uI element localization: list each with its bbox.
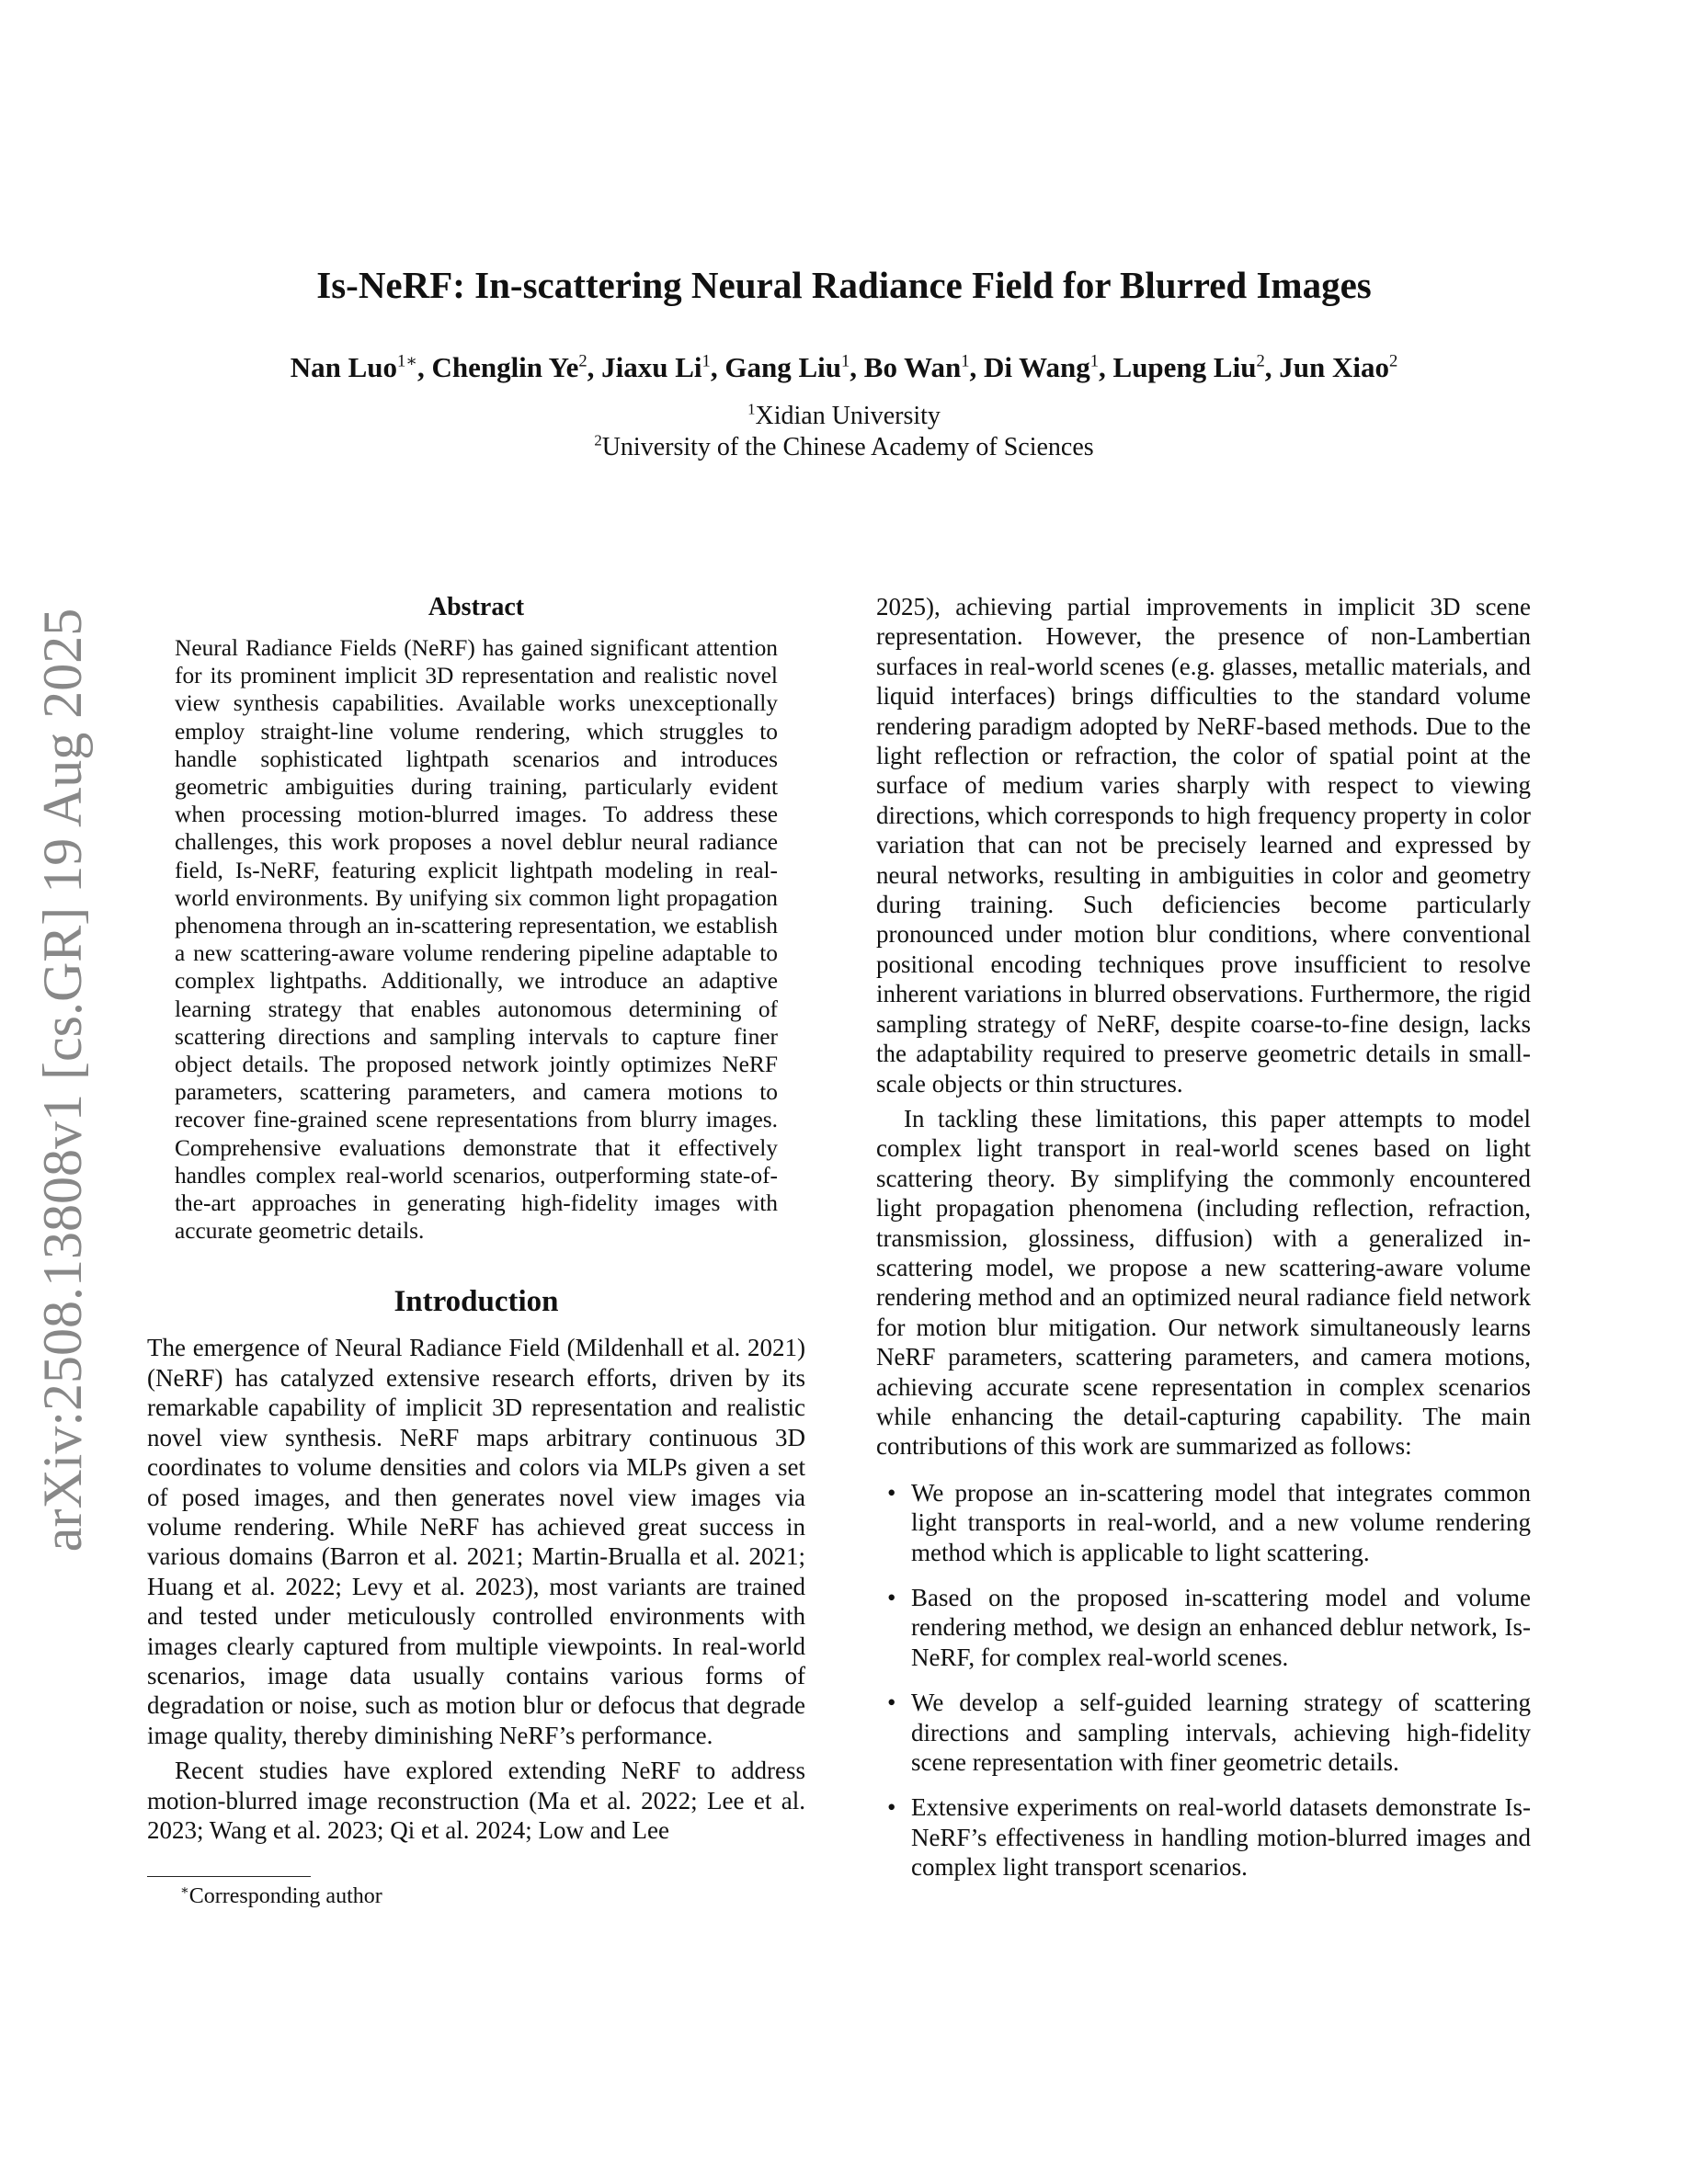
contributions-list (876, 1478, 1531, 1883)
affiliation: $^2$University of the Chinese Academy of Sciences (594, 431, 1094, 461)
affiliation: $^1$Xidian University (747, 400, 941, 430)
paper-title: Is-NeRF: In-scattering Neural Radiance Field for Blurred Images (316, 264, 1372, 306)
intro-paragraph: In tackling these limitations, this paper attempts to model complex light transport in real-world scenes based on light scattering theory. By simplifying the commonly encountered light propagation phenomena (including reflection, refraction, transmission, glossiness, diffusion) with a generalized in-scattering model, we propose a new scattering-aware volume rendering method and an optimized neural radiance field network for motion blur mitigation. Our network simultaneously learns NeRF parameters, scattering parameters, and camera motions, achieving accurate scene representation in complex scenarios while enhancing the detail-capturing capability. The main contributions of this work are summarized as follows: (876, 1104, 1531, 1461)
intro-paragraph: The emergence of Neural Radiance Field (Mildenhall et al. 2021) (NeRF) has catalyzed extensive research efforts, driven by its remarkable capability of implicit 3D representation and realistic novel view synthesis. NeRF maps arbitrary continuous 3D coordinates to volume densities and colors via MLPs given a set of posed images, and then generates novel view images via volume rendering. While NeRF has achieved great success in various domains (Barron et al. 2021; Martin-Brualla et al. 2021; Huang et al. 2022; Levy et al. 2023), most variants are trained and tested under meticulously controlled environments with images clearly captured from multiple viewpoints. In real-world scenarios, image data usually contains various forms of degradation or noise, such as motion blur or defocus that degrade image quality, thereby diminishing NeRF’s performance. (147, 1334, 805, 1749)
left-column (147, 592, 805, 1845)
author-list (120, 347, 1568, 388)
contribution-item: • We propose an in-scattering model that integrates common light transports in real-world, and a new volume rendering method which is applicable to light scattering. (911, 1478, 1531, 1567)
abstract-text: Neural Radiance Fields (NeRF) has gained significant attention for its prominent implicit 3D representation and realistic novel view synthesis capabilities. Available works unexceptionally employ straight-line volume rendering, which struggles to handle sophisticated lightpath scenarios and introduces geometric ambiguities during training, particularly evident when processing motion-blurred images. To address these challenges, this work proposes a novel deblur neural radiance field, Is-NeRF, featuring explicit lightpath modeling in real-world environments. By unifying six common light propagation phenomena through an in-scattering representation, we establish a new scattering-aware volume rendering pipeline adaptable to complex lightpaths. Additionally, we introduce an adaptive learning strategy that enables autonomous determining of scattering directions and sampling intervals to capture finer object details. The proposed network jointly optimizes NeRF parameters, scattering parameters, and camera motions to recover fine-grained scene representations from blurry images. Comprehensive evaluations demonstrate that it effectively handles complex real-world scenarios, outperforming state-of-the-art approaches in generating high-fidelity images with accurate geometric details. (175, 635, 778, 1245)
author: Gang Liu$^1$, (724, 351, 864, 383)
author: Bo Wan$^1$, (863, 351, 984, 383)
author: Lupeng Liu$^2$, (1112, 351, 1280, 383)
author: Nan Luo$^{1∗}$, (290, 351, 432, 383)
author: Chenglin Ye$^2$, (431, 351, 602, 383)
author: Di Wang$^1$, (983, 351, 1113, 383)
intro-paragraph: Recent studies have explored extending NeRF to address motion-blurred image reconstruction (Ma et al. 2022; Lee et al. 2023; Wang et al. 2023; Qi et al. 2024; Low and Lee (147, 1757, 805, 1844)
author: Jiaxu Li$^1$, (601, 351, 725, 383)
intro-paragraph: 2025), achieving partial improvements in implicit 3D scene representation. However, the presence of non-Lambertian surfaces in real-world scenes (e.g. glasses, metallic materials, and liquid interfaces) brings difficulties to the standard volume rendering paradigm adopted by NeRF-based methods. Due to the light reflection or refraction, the color of spatial point at the surface of medium varies sharply with respect to viewing directions, which corresponds to high frequency property in color variation that can not be precisely learned and expressed by neural networks, resulting in ambiguities in color and geometry during training. Such deficiencies become particularly pronounced under motion blur conditions, where conventional positional encoding techniques prove insufficient to resolve inherent variations in blurred observations. Furthermore, the rigid sampling strategy of NeRF, despite coarse-to-fine design, lacks the adaptability required to preserve geometric details in small-scale objects or thin structures. (876, 593, 1531, 1098)
abstract-heading: Abstract (428, 593, 525, 621)
abstract-body (147, 634, 805, 1245)
footnote-divider (147, 1876, 311, 1877)
footnote: ∗Corresponding author (180, 1883, 382, 1908)
contribution-item: • We develop a self-guided learning strategy of scattering directions and sampling intervals, achieving high-fidelity scene representation with finer geometric details. (911, 1688, 1531, 1777)
author: Jun Xiao$^2$ (1279, 351, 1398, 383)
arxiv-identifier: arXiv:2508.13808v1 [cs.GR] 19 Aug 2025 (32, 608, 93, 1553)
contribution-item: • Based on the proposed in-scattering model and volume rendering method, we design an enhanced deblur network, Is-NeRF, for complex real-world scenes. (911, 1583, 1531, 1672)
contribution-item: • Extensive experiments on real-world datasets demonstrate Is-NeRF’s effectiveness in handling motion-blurred images and complex light transport scenarios. (911, 1792, 1531, 1882)
introduction-heading: Introduction (393, 1285, 559, 1319)
right-column (876, 592, 1531, 1898)
